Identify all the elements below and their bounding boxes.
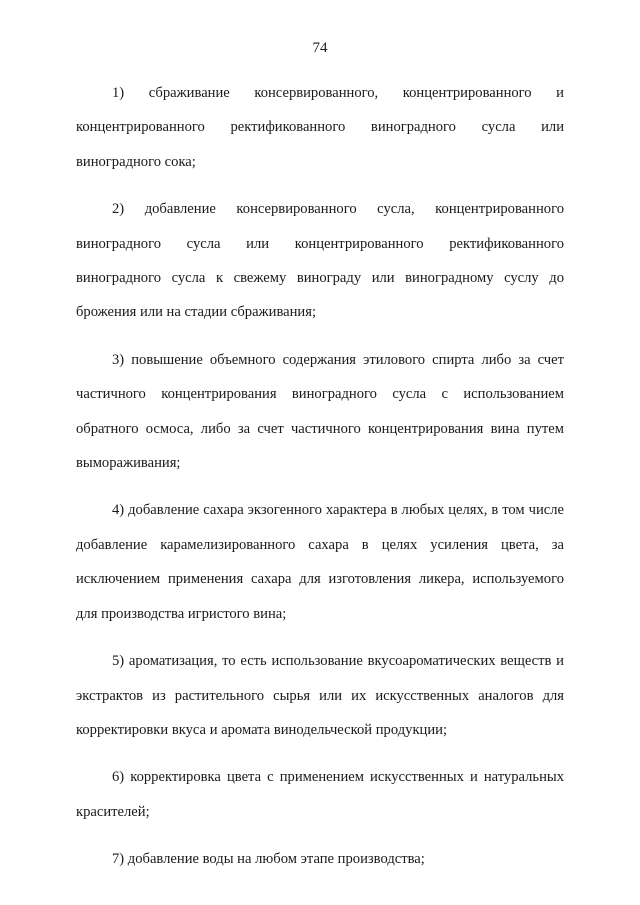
list-item-5: 5) ароматизация, то есть использование вкусоароматических веществ и экстрактов из растительного сырья или их искусственных аналогов для корректировки вкуса и аромата винодельческой продукции; <box>76 653 564 738</box>
list-item-7: 7) добавление воды на любом этапе производства; <box>112 851 425 868</box>
list-item-3: 3) повышение объемного содержания этилового спирта либо за счет частичного концентрирования виноградного сусла с использованием обратного осмоса, либо за счет частичного концентрирования вина путем вымораживания; <box>76 351 564 472</box>
list-item-4: 4) добавление сахара экзогенного характера в любых целях, в том числе добавление карамелизированного сахара в целях усиления цвета, за исключением применения сахара для изготовления ликера, используемого для производства игристого вина; <box>76 502 564 622</box>
list-item-6: 6) корректировка цвета с применением искусственных и натуральных красителей; <box>76 769 564 820</box>
list-item-1: 1) сбраживание консервированного, концентрированного и концентрированного ректификованного виноградного сусла или виноградного сока; <box>76 85 564 170</box>
document-body <box>76 76 564 890</box>
list-item-2: 2) добавление консервированного сусла, концентрированного виноградного сусла или концентрированного ректификованного виноградного сусла к свежему винограду или виноградному суслу до брожения или на стадии сбраживания; <box>76 201 564 321</box>
page-number: 74 <box>312 40 328 56</box>
